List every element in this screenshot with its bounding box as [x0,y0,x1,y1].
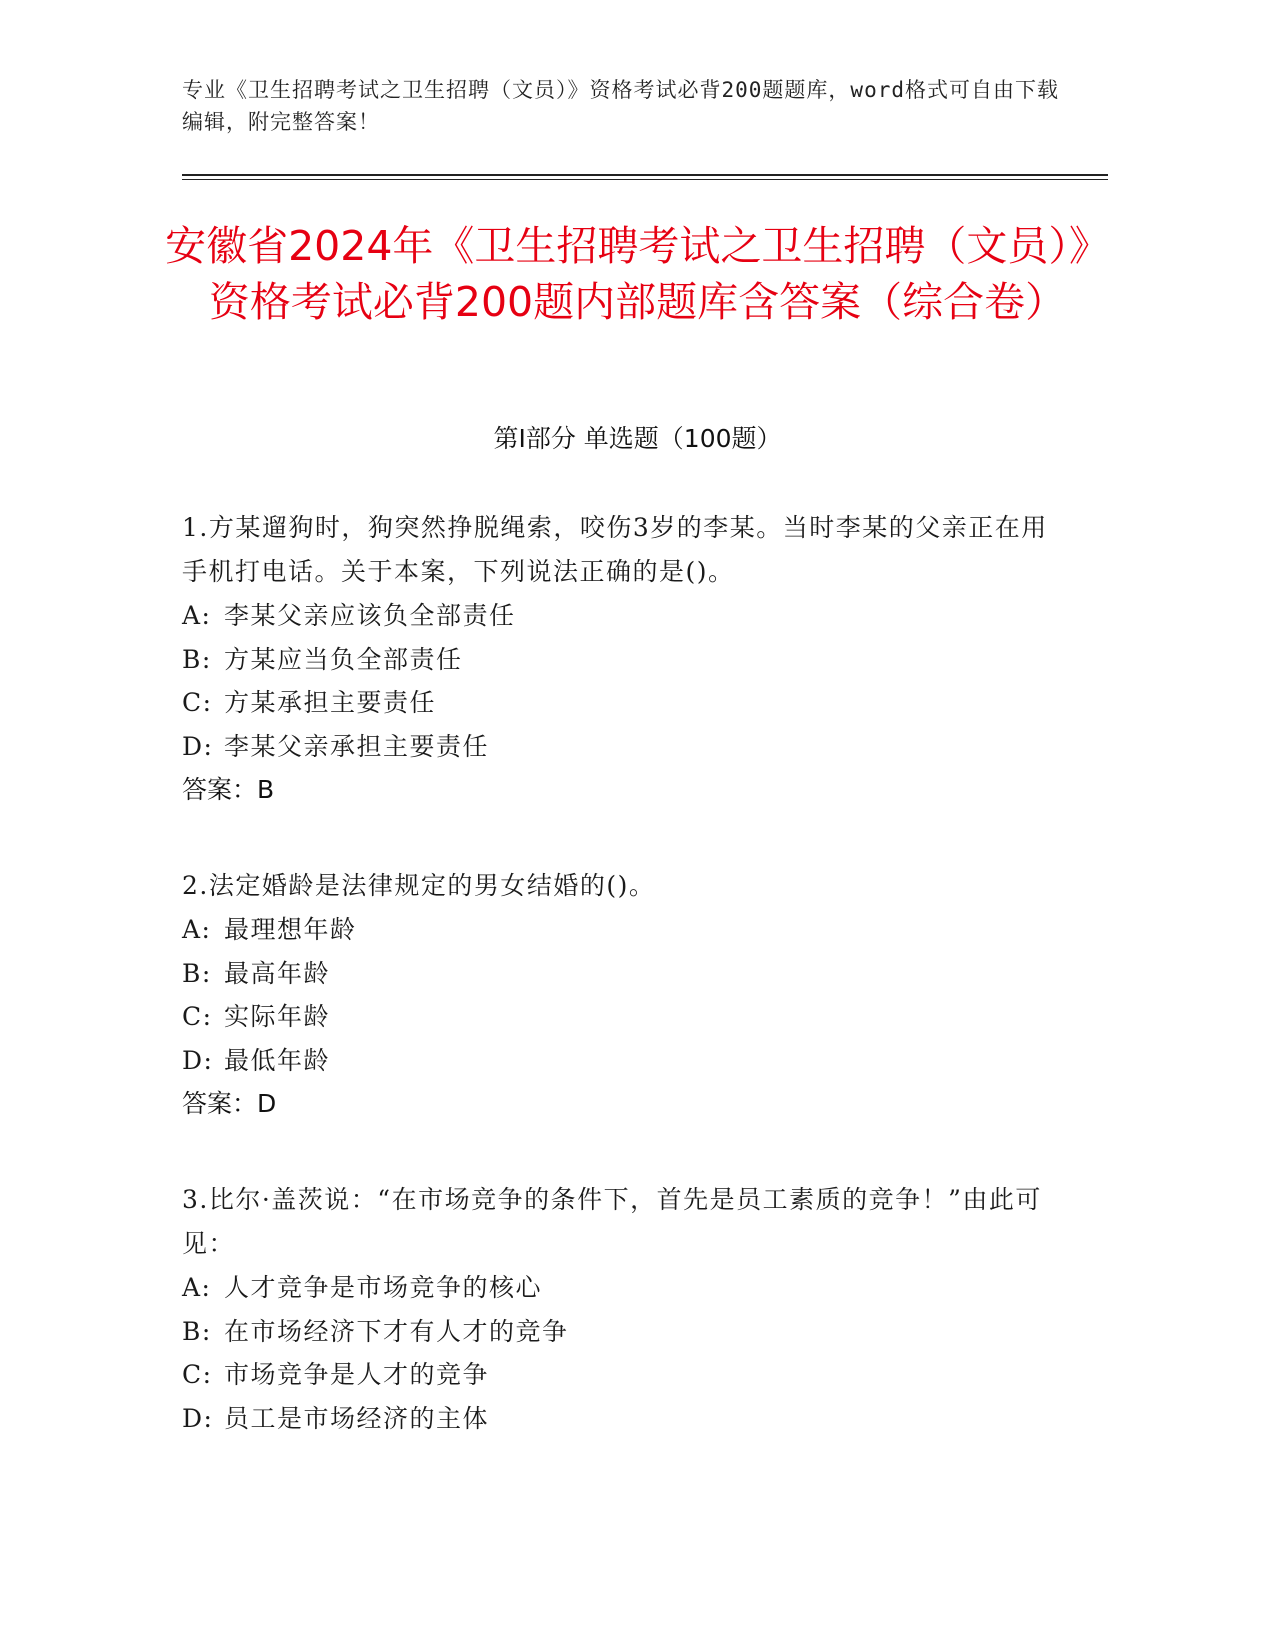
option-a [182,908,1062,952]
option-key: A: [182,1273,212,1302]
option-key: C: [182,1360,213,1389]
option-b [182,638,1062,682]
option-text: 在市场经济下才有人才的竞争 [224,1316,569,1346]
option-c [182,681,1062,725]
option-text: 实际年龄 [224,1002,331,1031]
option-d [182,1397,1062,1441]
option-text: 最理想年龄 [224,915,357,944]
option-key: A: [182,601,212,630]
answer-line: 答案：D [182,1089,277,1118]
option-b [182,952,1062,996]
option-text: 最高年龄 [224,958,331,988]
option-c [182,995,1062,1039]
option-d [182,725,1062,769]
header-note: 专业《卫生招聘考试之卫生招聘（文员）》资格考试必背200题题库，word格式可自由下载编辑，附完整答案！ [182,78,1059,134]
option-text: 人才竞争是市场竞争的核心 [224,1273,543,1302]
option-text: 方某应当负全部责任 [224,644,463,674]
header-divider [182,174,1108,180]
option-text: 员工是市场经济的主体 [224,1403,490,1433]
option-c [182,1353,1062,1397]
question-stem: 1.方某遛狗时，狗突然挣脱绳索，咬伤3岁的李某。当时李某的父亲正在用手机打电话。关于本案，下列说法正确的是()。 [182,513,1048,586]
question-stem: 2.法定婚龄是法律规定的男女结婚的()。 [182,871,656,900]
option-text: 最低年龄 [224,1045,331,1075]
document-title: 安徽省2024年《卫生招聘考试之卫生招聘（文员）》资格考试必背200题内部题库含答案（综合卷） [165,222,1110,326]
option-key: B: [182,958,212,988]
question-stem: 3.比尔·盖茨说：“在市场竞争的条件下，首先是员工素质的竞争！”由此可见： [182,1185,1042,1258]
option-d [182,1039,1062,1083]
question-1 [182,506,1062,812]
option-key: B: [182,644,212,674]
option-text: 李某父亲应该负全部责任 [224,601,516,630]
option-a [182,594,1062,638]
option-text: 方某承担主要责任 [224,688,437,717]
option-key: D: [182,731,214,761]
option-key: A: [182,915,212,944]
option-key: C: [182,1002,213,1031]
option-key: D: [182,1403,214,1433]
option-key: C: [182,688,213,717]
section-heading: 第I部分 单选题（100题） [493,424,782,453]
question-2 [182,864,1062,1126]
option-a [182,1266,1062,1310]
answer-line: 答案：B [182,775,275,804]
option-key: D: [182,1045,214,1075]
option-text: 市场竞争是人才的竞争 [224,1360,490,1389]
question-list [182,506,1062,1492]
option-b [182,1310,1062,1354]
option-key: B: [182,1316,212,1346]
question-3 [182,1178,1062,1440]
option-text: 李某父亲承担主要责任 [224,731,490,761]
